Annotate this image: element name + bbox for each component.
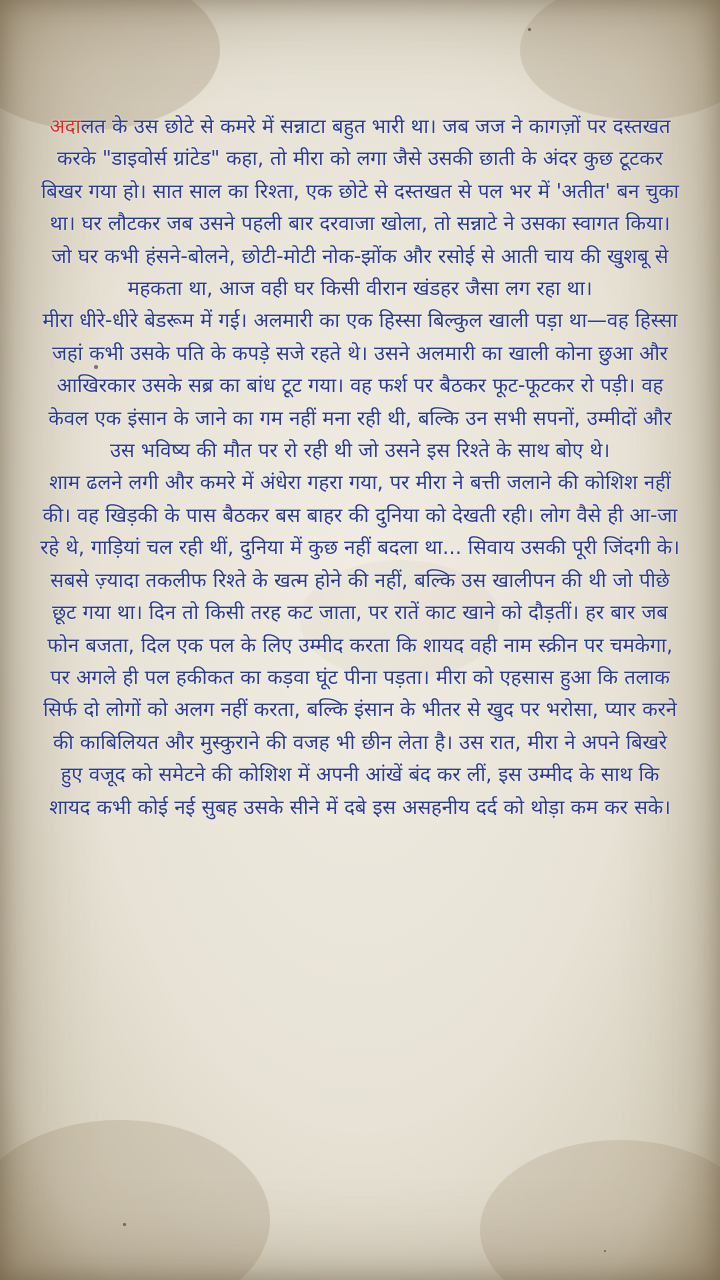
paragraph-lead-highlight: अदा bbox=[49, 114, 81, 138]
story-paragraph-3: शाम ढलने लगी और कमरे में अंधेरा गहरा गया, पर मीरा ने बत्ती जलाने की कोशिश नहीं की। वह खिड़की के पास बैठकर बस बाहर की दुनिया को देखती रही। लोग वैसे ही आ-जा रहे थे, गाड़ियां चल रही थीं, दुनिया में कुछ नहीं बदला था... सिवाय उसकी पूरी जिंदगी के। bbox=[40, 470, 680, 560]
paragraph-body: लत के उस छोटे से कमरे में सन्नाटा बहुत भारी था। जब जज ने कागज़ों पर दस्तखत करके "डाइवोर्स ग्रांटेड" कहा, तो मीरा को लगा जैसे उसकी छाती के अंदर कुछ टूटकर बिखर गया हो। सात साल का रिश्ता, एक छोटे से दस्तखत से पल भर में 'अतीत' बन चुका था। घर लौटकर जब उसने पहली बार दरवाजा खोला, तो सन्नाटे ने उसका स्वागत किया। जो घर कभी हंसने-बोलने, छोटी-मोटी नोक-झोंक और रसोई से आती चाय की खुशबू से महकता था, आज वही घर किसी वीरान खंडहर जैसा लग रहा था। bbox=[41, 114, 679, 301]
paper-speck bbox=[604, 1250, 606, 1252]
paper-speck bbox=[123, 1223, 126, 1226]
story-paragraph-2: मीरा धीरे-धीरे बेडरूम में गई। अलमारी का एक हिस्सा बिल्कुल खाली पड़ा था—वह हिस्सा जहां कभी उसके पति के कपड़े सजे रहते थे। उसने अलमारी का खाली कोना छुआ और आखिरकार उसके सब्र का बांध टूट गया। वह फर्श पर बैठकर फूट-फूटकर रो पड़ी। वह केवल एक इंसान के जाने का गम नहीं मना रही थी, बल्कि उन सभी सपनों, उम्मीदों और उस भविष्य की मौत पर रो रही थी जो उसने इस रिश्ते के साथ बोए थे। bbox=[42, 308, 678, 463]
paper-stain bbox=[520, 0, 720, 120]
paper-stain bbox=[480, 1140, 720, 1280]
story-text bbox=[40, 110, 680, 823]
story-paragraph-1 bbox=[40, 110, 680, 304]
paper-stain bbox=[0, 1120, 270, 1280]
story-paragraph-4: सबसे ज़्यादा तकलीफ रिश्ते के खत्म होने की नहीं, बल्कि उस खालीपन की थी जो पीछे छूट गया था। दिन तो किसी तरह कट जाता, पर रातें काट खाने को दौड़तीं। हर बार जब फोन बजता, दिल एक पल के लिए उम्मीद करता कि शायद वही नाम स्क्रीन पर चमकेगा, पर अगले ही पल हकीकत का कड़वा घूंट पीना पड़ता। मीरा को एहसास हुआ कि तलाक सिर्फ दो लोगों को अलग नहीं करता, बल्कि इंसान के भीतर से खुद पर भरोसा, प्यार करने की काबिलियत और मुस्कुराने की वजह भी छीन लेता है। उस रात, मीरा ने अपने बिखरे हुए वजूद को समेटने की कोशिश में अपनी आंखें बंद कर लीं, इस उम्मीद के साथ कि शायद कभी कोई नई सुबह उसके सीने में दबे इस असहनीय दर्द को थोड़ा कम कर सके। bbox=[43, 567, 677, 819]
paper-speck bbox=[528, 28, 531, 31]
